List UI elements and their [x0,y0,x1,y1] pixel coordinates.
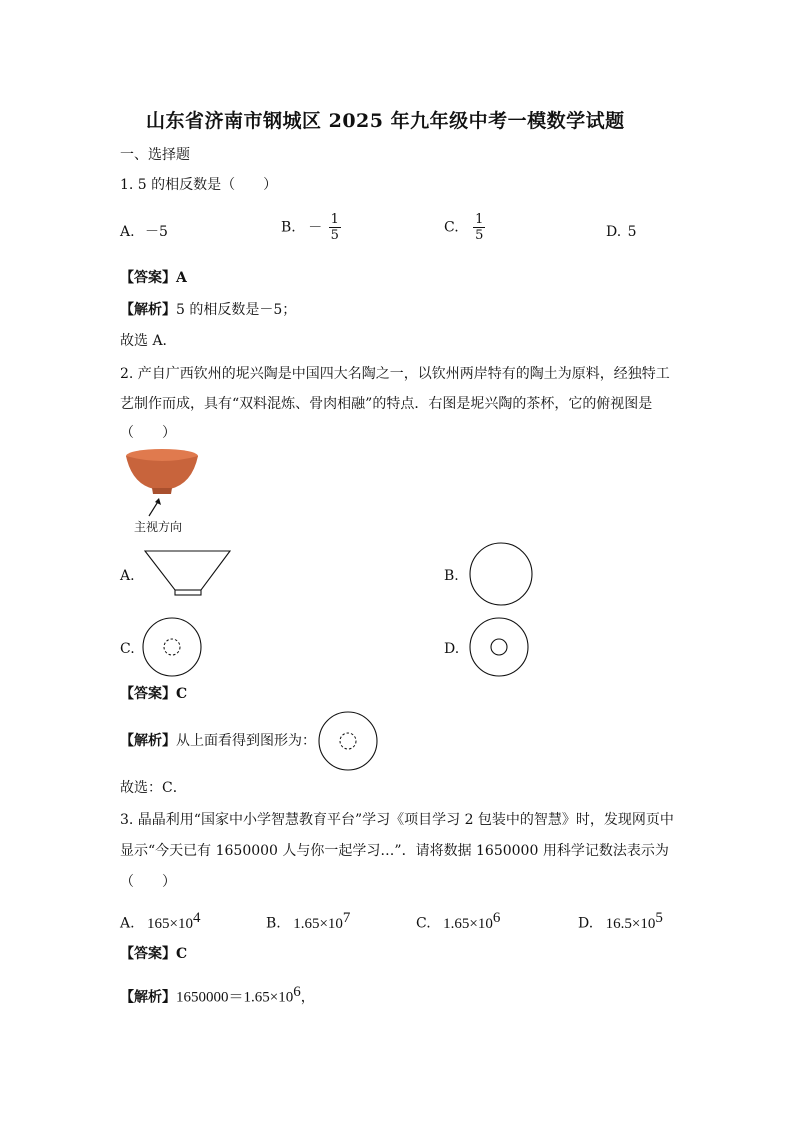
view-direction-arrow-icon [145,496,165,520]
q3-option-b-exponent: 7 [342,910,351,926]
q2-analysis-tag: 【解析】 [120,733,176,749]
q2-stem-line2: 艺制作而成，具有“双料混炼、骨肉相融”的特点．右图是坭兴陶的茶杯，它的俯视图是 [120,396,653,412]
q3-stem-line3: （ ） [120,874,176,890]
teacup-foot [152,488,172,494]
page-title: 山东省济南市钢城区 2025 年九年级中考一模数学试题 [146,110,625,132]
q3-option-a-label: A. [120,915,135,932]
q1-option-b-numerator: 1 [330,212,339,227]
q3-analysis-tail: ， [300,989,315,1006]
q3-analysis-exponent: 6 [293,984,301,1000]
q3-option-c-exponent: 6 [492,910,501,926]
q1-option-c-label: C. [444,219,459,236]
q1-option-b[interactable] [281,212,341,243]
q2-option-d-circles [468,616,530,678]
q2-stem-line3: （ ） [120,425,176,441]
q3-option-a[interactable] [120,908,200,934]
q3-analysis-lhs: 1650000＝1.65×10 [176,989,294,1006]
q3-option-c-base: 1.65×10 [443,915,493,932]
q3-answer: 【答案】C [120,946,188,962]
q2-analysis-text: 从上面看得到图形为： [176,733,316,749]
q1-option-c-denominator: 5 [475,228,484,243]
q2-option-b-label[interactable]: B. [444,568,459,584]
q2-option-b-circle [468,542,534,608]
q1-conclusion: 故选 A． [120,333,177,349]
q2-stem-line1: 2. 产自广西钦州的坭兴陶是中国四大名陶之一，以钦州两岸特有的陶土为原料，经独特工 [120,366,670,382]
q3-option-d-base: 16.5×10 [605,915,656,932]
q2-analysis [120,731,316,751]
q2-option-d-label[interactable]: D. [444,641,460,657]
q1-option-b-denominator: 5 [330,228,339,243]
q3-option-a-exponent: 4 [192,910,201,926]
q1-stem: 1. 5 的相反数是（ ） [120,177,278,193]
q3-option-d[interactable] [578,908,663,934]
q1-option-a[interactable] [120,222,168,242]
q1-option-c-numerator: 1 [475,212,484,227]
q1-analysis-text: 5 的相反数是－5； [176,302,297,318]
q3-option-c-label: C. [416,915,431,932]
q3-analysis [120,982,315,1008]
q3-option-d-label: D. [578,915,594,932]
q1-option-c-fraction [473,212,485,243]
q1-option-b-sign: － [308,219,323,236]
q1-analysis [120,300,296,320]
q3-stem-line1: 3. 晶晶利用“国家中小学智慧教育平台”学习《项目学习 2 包装中的智慧》时，发现网页中 [120,812,674,828]
q3-option-d-exponent: 5 [655,910,663,926]
q2-answer: 【答案】C [120,686,188,702]
section-heading: 一、选择题 [120,147,190,163]
q1-answer: 【答案】A [120,270,187,286]
q2-option-a-trapezoid [144,550,232,598]
q1-option-d-text: 5 [627,224,637,240]
q2-analysis-circles [317,710,379,772]
q1-option-d[interactable] [606,222,637,242]
q1-option-c[interactable] [444,212,485,243]
q3-option-c[interactable] [416,908,500,934]
q1-option-a-label: A. [120,224,135,240]
q3-option-b-label: B. [266,915,281,932]
q1-option-d-label: D. [606,224,622,240]
q1-option-b-fraction [329,212,341,243]
q2-option-c-label[interactable]: C. [120,641,135,657]
q2-option-a-label[interactable]: A. [120,568,135,584]
q3-option-a-base: 165×10 [147,915,193,932]
q3-option-b-base: 1.65×10 [293,915,343,932]
q2-figure-caption: 主视方向 [134,520,183,534]
q3-analysis-tag: 【解析】 [120,989,176,1006]
q1-option-b-label: B. [281,219,296,236]
q1-option-a-text: －5 [145,224,168,240]
q3-stem-line2: 显示“今天已有 1650000 人与你一起学习…”．请将数据 1650000 用科学记数法表示为 [120,843,669,859]
q1-analysis-tag: 【解析】 [120,302,176,318]
q2-option-c-circles [141,616,203,678]
q2-conclusion: 故选：C． [120,780,187,796]
q3-option-b[interactable] [266,908,350,934]
